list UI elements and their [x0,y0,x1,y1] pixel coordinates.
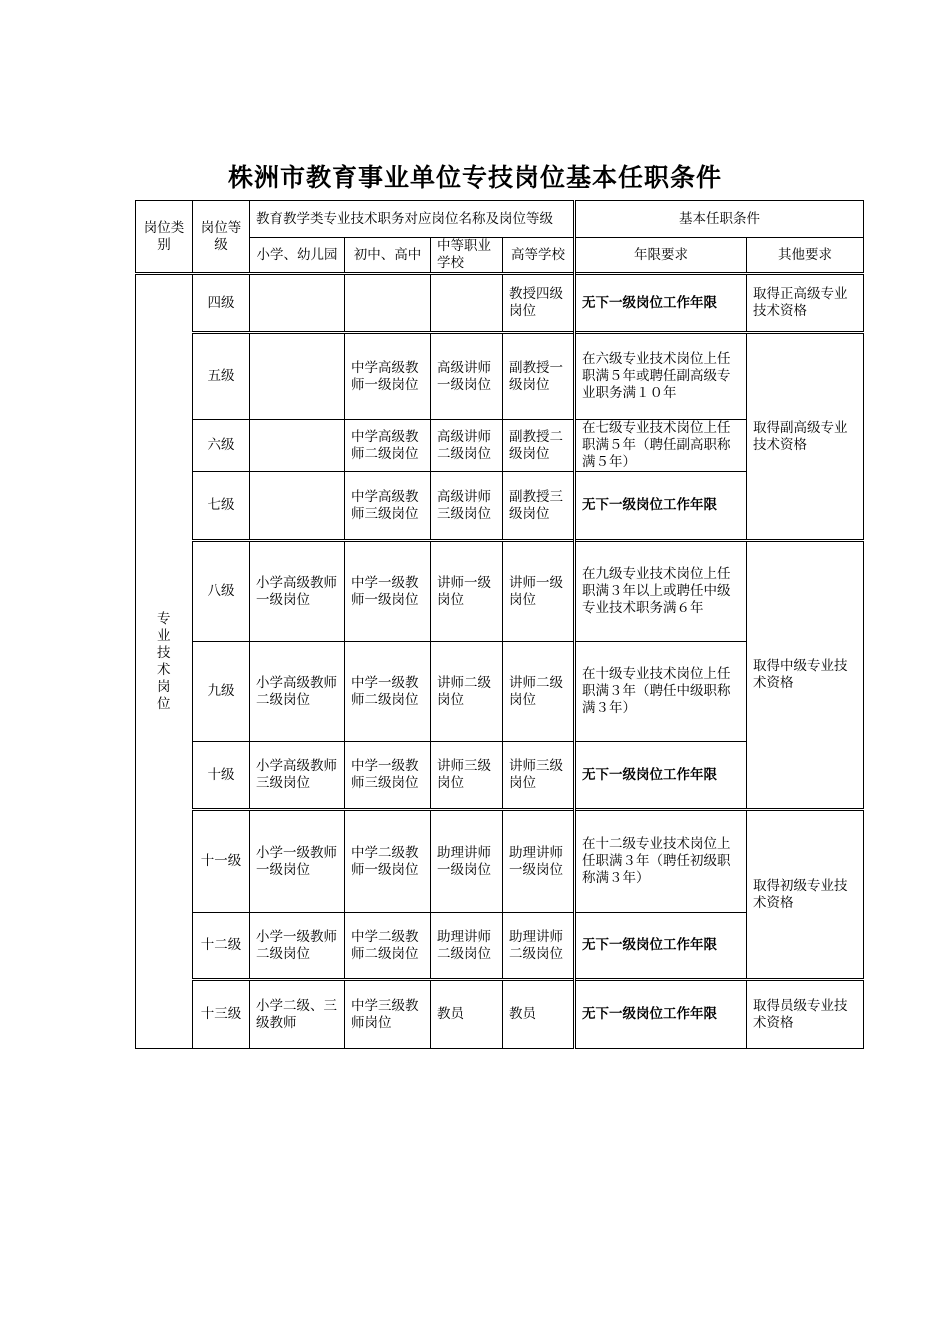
header-primary: 小学、幼儿园 [250,238,345,274]
header-row-1 [136,201,864,238]
years-cell: 在十二级专业技术岗位上任职满３年（聘任初级职称满３年） [575,810,747,913]
other-cell: 取得员级专业技术资格 [747,980,864,1049]
other-cell: 取得正高级专业技术资格 [747,274,864,333]
vocational-cell: 助理讲师一级岗位 [431,810,503,913]
qualification-table [135,200,864,1049]
vocational-cell: 高级讲师二级岗位 [431,420,503,472]
header-other: 其他要求 [747,238,864,274]
vocational-cell: 教员 [431,980,503,1049]
primary-cell: 小学一级教师二级岗位 [250,913,345,980]
vocational-cell: 讲师二级岗位 [431,642,503,742]
higher-cell: 助理讲师二级岗位 [503,913,575,980]
header-years: 年限要求 [575,238,747,274]
header-names-group: 教育教学类专业技术职务对应岗位名称及岗位等级 [250,201,575,238]
middle-cell: 中学一级教师三级岗位 [345,742,431,810]
level-cell: 十一级 [193,810,250,913]
middle-cell: 中学一级教师二级岗位 [345,642,431,742]
higher-cell: 教员 [503,980,575,1049]
table-row [136,980,864,1049]
level-cell: 十级 [193,742,250,810]
category-cell: 专业技术岗位 [136,274,193,1049]
level-cell: 九级 [193,642,250,742]
vocational-cell [431,274,503,333]
vocational-cell: 助理讲师二级岗位 [431,913,503,980]
vocational-cell: 讲师三级岗位 [431,742,503,810]
years-cell: 在九级专业技术岗位上任职满３年以上或聘任中级专业技术职务满６年 [575,541,747,642]
level-cell: 八级 [193,541,250,642]
table-row [136,810,864,913]
level-cell: 十二级 [193,913,250,980]
primary-cell: 小学二级、三级教师 [250,980,345,1049]
primary-cell [250,472,345,541]
years-cell: 无下一级岗位工作年限 [575,980,747,1049]
years-cell: 无下一级岗位工作年限 [575,274,747,333]
middle-cell: 中学高级教师三级岗位 [345,472,431,541]
header-conditions-group: 基本任职条件 [575,201,864,238]
level-cell: 七级 [193,472,250,541]
years-cell: 无下一级岗位工作年限 [575,472,747,541]
years-cell: 在六级专业技术岗位上任职满５年或聘任副高级专业职务满１０年 [575,333,747,420]
middle-cell [345,274,431,333]
years-cell: 在七级专业技术岗位上任职满５年（聘任副高职称满５年） [575,420,747,472]
primary-cell [250,274,345,333]
higher-cell: 副教授二级岗位 [503,420,575,472]
higher-cell: 讲师一级岗位 [503,541,575,642]
higher-cell: 讲师二级岗位 [503,642,575,742]
other-cell: 取得副高级专业技术资格 [747,333,864,541]
level-cell: 五级 [193,333,250,420]
header-vocational: 中等职业学校 [431,238,503,274]
vocational-cell: 高级讲师一级岗位 [431,333,503,420]
vocational-cell: 讲师一级岗位 [431,541,503,642]
header-level: 岗位等级 [193,201,250,274]
page-title: 株洲市教育事业单位专技岗位基本任职条件 [227,163,722,192]
header-middle: 初中、高中 [345,238,431,274]
header-category: 岗位类别 [136,201,193,274]
other-cell: 取得中级专业技术资格 [747,541,864,810]
middle-cell: 中学二级教师一级岗位 [345,810,431,913]
years-cell: 在十级专业技术岗位上任职满３年（聘任中级职称满３年） [575,642,747,742]
higher-cell: 助理讲师一级岗位 [503,810,575,913]
middle-cell: 中学一级教师一级岗位 [345,541,431,642]
higher-cell: 副教授一级岗位 [503,333,575,420]
other-cell: 取得初级专业技术资格 [747,810,864,980]
table-row [136,541,864,642]
higher-cell: 教授四级岗位 [503,274,575,333]
primary-cell: 小学一级教师一级岗位 [250,810,345,913]
primary-cell [250,420,345,472]
primary-cell: 小学高级教师三级岗位 [250,742,345,810]
higher-cell: 副教授三级岗位 [503,472,575,541]
level-cell: 六级 [193,420,250,472]
primary-cell [250,333,345,420]
higher-cell: 讲师三级岗位 [503,742,575,810]
primary-cell: 小学高级教师二级岗位 [250,642,345,742]
vocational-cell: 高级讲师三级岗位 [431,472,503,541]
level-cell: 四级 [193,274,250,333]
years-cell: 无下一级岗位工作年限 [575,913,747,980]
middle-cell: 中学二级教师二级岗位 [345,913,431,980]
level-cell: 十三级 [193,980,250,1049]
years-cell: 无下一级岗位工作年限 [575,742,747,810]
middle-cell: 中学高级教师一级岗位 [345,333,431,420]
table-row [136,333,864,420]
middle-cell: 中学三级教师岗位 [345,980,431,1049]
middle-cell: 中学高级教师二级岗位 [345,420,431,472]
primary-cell: 小学高级教师一级岗位 [250,541,345,642]
header-higher: 高等学校 [503,238,575,274]
table-row [136,274,864,333]
